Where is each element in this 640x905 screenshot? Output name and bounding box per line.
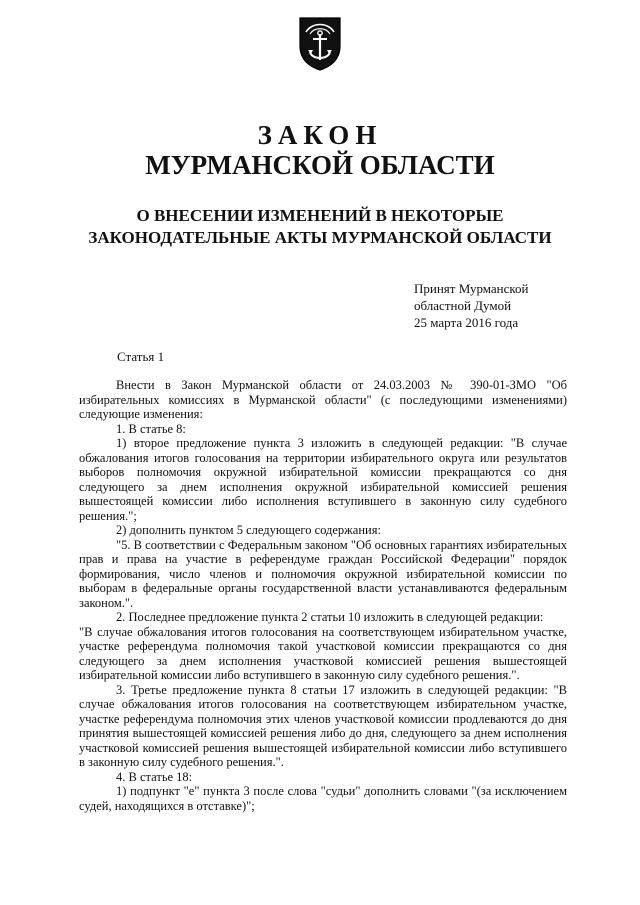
law-region-title: МУРМАНСКОЙ ОБЛАСТИ xyxy=(145,150,495,180)
paragraph: "В случае обжалования итогов голосования на соответствующем избирательном участке, участке референдума полномочия такой участковой комиссии прекращаются со дня следующего за днем исполнения участковой комиссией решения вышестоящей избирательной комиссии либо вступившего в законную силу судебного решения.". xyxy=(79,624,567,682)
law-subject-line-2: ЗАКОНОДАТЕЛЬНЫЕ АКТЫ МУРМАНСКОЙ ОБЛАСТИ xyxy=(88,228,552,247)
law-subject-line-1: О ВНЕСЕНИИ ИЗМЕНЕНИЙ В НЕКОТОРЫЕ xyxy=(136,206,504,225)
paragraph: 1. В статье 8: xyxy=(116,421,186,436)
paragraph: 2) дополнить пунктом 5 следующего содержания: xyxy=(116,523,381,537)
adoption-line: Принят Мурманской xyxy=(414,281,529,296)
coat-of-arms-emblem xyxy=(296,14,344,72)
paragraph: 1) второе предложение пункта 3 изложить в следующей редакции: "В случае обжалования итогов голосования на территории избирательного округа или результатов выборов полномочия окружной избирательной комиссии прекращаются со дня следующего за днем исполнения окружной избирательной комиссией решения вышестоящей комиссии либо исполнения вступившего в законную силу судебного решения."; xyxy=(79,436,567,523)
paragraph: 4. В статье 18: xyxy=(116,769,193,784)
law-title: ЗАКОН xyxy=(257,120,383,150)
article-heading: Статья 1 xyxy=(117,349,165,364)
paragraph: "5. В соответствии с Федеральным законом "Об основных гарантиях избирательных прав и права на участие в референдуме граждан Российской Федерации" порядок формирования, число членов и полномочия окружной избирательной комиссии по выборам в федеральные органы государственной власти устанавливаются федеральным законом.". xyxy=(79,537,567,610)
adoption-note xyxy=(414,280,529,331)
paragraph: 2. Последнее предложение пункта 2 статьи 10 изложить в следующей редакции: xyxy=(116,610,544,624)
adoption-line: областной Думой xyxy=(414,298,512,313)
paragraph: 1) подпункт "е" пункта 3 после слова "судьи" дополнить словами "(за исключением судей, находящихся в отставке)"; xyxy=(79,784,567,813)
adoption-date: 25 марта 2016 года xyxy=(414,315,519,330)
paragraph: 3. Третье предложение пункта 8 статьи 17 изложить в следующей редакции: "В случае обжалования итогов голосования на соответствующем избирательном участке, участке референдума полномочия этих членов участковой комиссии продлеваются до дня принятия вышестоящей комиссией решения либо до дня, следующего за днем исполнения участковой комиссией решения вышестоящей избирательной комиссии либо вступившего в законную силу судебного решения.". xyxy=(79,682,567,769)
law-body-text xyxy=(79,378,567,813)
paragraph: Внести в Закон Мурманской области от 24.03.2003 № 390-01-ЗМО "Об избирательных комиссиях в Мурманской области" (с последующими изменениями) следующие изменения: xyxy=(79,378,567,421)
